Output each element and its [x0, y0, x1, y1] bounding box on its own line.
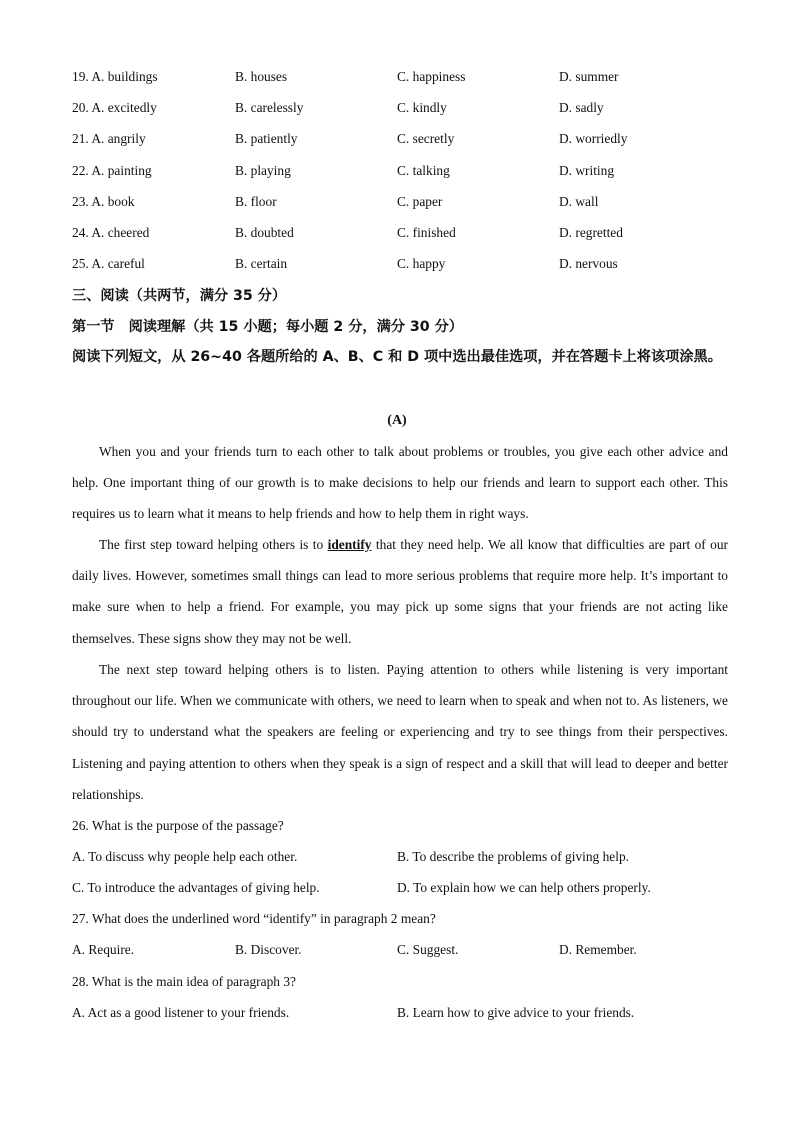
question-28-stem: 28. What is the main idea of paragraph 3?	[72, 974, 296, 989]
question-27-option-c[interactable]: C. Suggest.	[397, 942, 459, 957]
question-26-option-c[interactable]: C. To introduce the advantages of giving help.	[72, 880, 320, 895]
cloze-option-a[interactable]	[72, 192, 135, 212]
cloze-option-row	[72, 161, 732, 181]
cloze-option-b[interactable]: B. certain	[235, 256, 288, 272]
paragraph-2-lead: The first step toward helping others is to	[99, 537, 328, 552]
cloze-option-b[interactable]: B. houses	[235, 69, 288, 84]
cloze-question-number: 20.	[72, 100, 89, 116]
cloze-option-a[interactable]	[72, 129, 146, 149]
cloze-question-number: 19.	[72, 69, 89, 84]
cloze-option-row	[72, 254, 732, 274]
question-28-options	[72, 1003, 732, 1023]
question-27-stem: 27. What does the underlined word “identify” in paragraph 2 mean?	[72, 911, 436, 926]
cloze-option-d[interactable]: D. regretted	[559, 225, 623, 240]
question-27-options	[72, 940, 732, 960]
question-28-option-a[interactable]: A. Act as a good listener to your friends.	[72, 1005, 290, 1020]
question-27-option-b[interactable]: B. Discover.	[235, 942, 302, 957]
cloze-option-b[interactable]: B. doubted	[235, 225, 294, 240]
cloze-option-a-text[interactable]: A. careful	[88, 256, 145, 272]
cloze-question-number: 24.	[72, 225, 89, 240]
cloze-option-row	[72, 192, 732, 212]
cloze-option-c[interactable]: C. finished	[397, 225, 456, 240]
cloze-option-row	[72, 98, 732, 118]
cloze-option-c[interactable]: C. happy	[397, 256, 446, 272]
passage-paragraph-2	[72, 529, 728, 654]
question-26-option-d[interactable]: D. To explain how we can help others properly.	[397, 880, 651, 895]
cloze-question-number: 25.	[72, 256, 89, 272]
cloze-option-d[interactable]: D. nervous	[559, 256, 618, 272]
underlined-word-identify: identify	[327, 537, 372, 552]
cloze-option-a[interactable]	[72, 67, 158, 87]
question-26-option-a[interactable]: A. To discuss why people help each other.	[72, 849, 298, 864]
cloze-option-d[interactable]: D. wall	[559, 193, 599, 209]
passage-paragraph-1: When you and your friends turn to each other to talk about problems or troubles, you give each other advice and help. One important thing of our growth is to make decisions to help our friends and learn to support each other. This requires us to learn what it means to help friends and how to help them in right ways.	[72, 444, 728, 522]
cloze-option-b[interactable]: B. playing	[235, 162, 291, 178]
cloze-option-d[interactable]: D. sadly	[559, 100, 604, 116]
question-26-options-row-1	[72, 847, 732, 867]
cloze-option-a-text[interactable]: A. book	[88, 193, 135, 209]
cloze-option-a[interactable]	[72, 254, 145, 274]
cloze-option-a-text[interactable]: A. excitedly	[88, 100, 157, 116]
cloze-option-row	[72, 129, 732, 149]
cloze-question-number: 21.	[72, 131, 89, 147]
paragraph-2-rest: that they need help. We all know that difficulties are part of our daily lives. However, sometimes small things can lead to more serious problems that require more help. It’s important to make sure when to help a friend. For example, you may pick up some signs that your friends are not acting like themselves. These signs show they may not be well.	[72, 537, 728, 646]
section-instruction: 阅读下列短文，从 26~40 各题所给的 A、B、C 和 D 项中选出最佳选项，并在答题卡上将该项涂黑。	[72, 349, 722, 365]
cloze-option-c[interactable]: C. paper	[397, 193, 443, 209]
part-heading	[72, 317, 732, 337]
question-26-stem: 26. What is the purpose of the passage?	[72, 818, 284, 833]
cloze-option-c[interactable]: C. happiness	[397, 69, 466, 84]
cloze-question-number: 22.	[72, 162, 89, 178]
cloze-option-a-text[interactable]: A. painting	[88, 162, 152, 178]
passage-title: (A)	[387, 413, 407, 428]
cloze-option-c[interactable]: C. kindly	[397, 100, 447, 116]
question-27-option-d[interactable]: D. Remember.	[559, 942, 637, 957]
cloze-option-d[interactable]: D. writing	[559, 162, 615, 178]
cloze-option-row	[72, 67, 732, 87]
cloze-option-d[interactable]: D. summer	[559, 69, 619, 84]
cloze-option-c[interactable]: C. talking	[397, 162, 450, 178]
cloze-option-b[interactable]: B. carelessly	[235, 100, 304, 116]
cloze-option-a[interactable]	[72, 98, 157, 118]
cloze-option-c[interactable]: C. secretly	[397, 131, 455, 147]
question-27-option-a[interactable]: A. Require.	[72, 942, 135, 957]
question-26-options-row-2	[72, 878, 732, 898]
cloze-option-d[interactable]: D. worriedly	[559, 131, 628, 147]
cloze-question-number: 23.	[72, 193, 89, 209]
section-title: 三、阅读（共两节，满分 35 分）	[72, 288, 287, 304]
part-title: 阅读理解（共 15 小题；每小题 2 分，满分 30 分）	[128, 319, 463, 335]
cloze-option-a-text[interactable]: A. angrily	[88, 131, 146, 147]
question-26-option-b[interactable]: B. To describe the problems of giving help.	[397, 849, 629, 864]
cloze-option-a[interactable]	[72, 161, 152, 181]
passage-paragraph-3: The next step toward helping others is to listen. Paying attention to others while listening is very important throughout our life. When we communicate with others, we need to learn when to speak and when not to. As listeners, we should try to understand what the speakers are feeling or experiencing and try to see things from their perspectives. Listening and paying attention to others when they speak is a sign of respect and a skill that will lead to deeper and better relationships.	[72, 662, 728, 802]
cloze-option-a[interactable]	[72, 223, 149, 243]
cloze-option-a-text[interactable]: A. buildings	[88, 69, 158, 84]
cloze-option-row	[72, 223, 732, 243]
part-label: 第一节	[72, 319, 115, 335]
question-28-option-b[interactable]: B. Learn how to give advice to your friends.	[397, 1005, 635, 1020]
cloze-option-b[interactable]: B. floor	[235, 193, 277, 209]
cloze-option-b[interactable]: B. patiently	[235, 131, 298, 147]
cloze-option-a-text[interactable]: A. cheered	[88, 225, 150, 240]
